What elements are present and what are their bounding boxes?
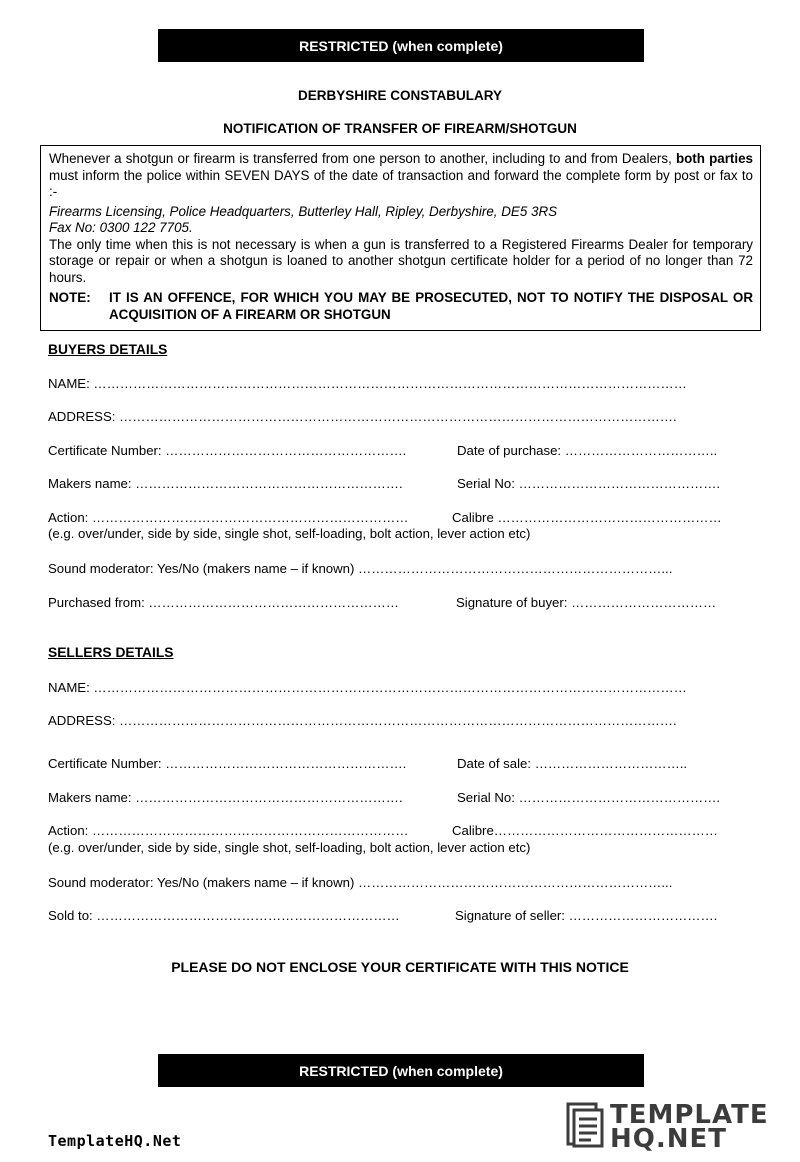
notice-box <box>40 145 761 331</box>
notice-intro-pre: Whenever a shotgun or firearm is transferred from one person to another, including to and from Dealers, <box>49 151 672 166</box>
buyer-purchased-row <box>48 595 753 610</box>
seller-signature-field[interactable]: Signature of seller: ……………………………. <box>455 908 718 923</box>
buyer-action-field[interactable]: Action: ……………………………………………………………… <box>48 510 409 525</box>
restricted-banner-top <box>158 29 644 62</box>
seller-action-hint: (e.g. over/under, side by side, single shot, self-loading, bolt action, lever action etc) <box>48 840 531 855</box>
buyer-makers-name-field[interactable]: Makers name: ……………………………………………………. <box>48 476 403 491</box>
seller-calibre-field[interactable]: Calibre…………………………………………… <box>452 823 718 838</box>
notice-exception: The only time when this is not necessary is when a gun is transferred to a Registered Firearms Dealer for temporary storage or repair or when a shotgun is loaned to another shotgun certificate holder for a period of no longer than 72 hours. <box>49 236 753 285</box>
restricted-banner-bottom-text: RESTRICTED (when complete) <box>299 1062 503 1079</box>
form-title: NOTIFICATION OF TRANSFER OF FIREARM/SHOTGUN <box>223 121 577 136</box>
templatehq-logo <box>566 1099 769 1154</box>
buyer-name-field[interactable]: NAME: ……………………………………………………………………………………………………………………… <box>48 376 687 391</box>
buyers-section-title: BUYERS DETAILS <box>48 342 168 357</box>
buyer-address-field[interactable]: ADDRESS: ………………………………………………………………………………………………………………. <box>48 409 677 424</box>
notice-intro <box>49 151 753 201</box>
buyer-action-row <box>48 510 753 525</box>
seller-name-field[interactable]: NAME: ……………………………………………………………………………………………………………………… <box>48 680 687 695</box>
seller-sold-row <box>48 908 753 923</box>
logo-wordmark <box>610 1099 769 1154</box>
note-text: IT IS AN OFFENCE, FOR WHICH YOU MAY BE PROSECUTED, NOT TO NOTIFY THE DISPOSAL OR ACQUISITION OF A FIREARM OR SHOTGUN <box>109 290 753 322</box>
buyer-cert-row <box>48 443 753 458</box>
seller-sound-moderator-field[interactable]: Sound moderator: Yes/No (makers name – if known) ……………………………………………………………... <box>48 875 673 890</box>
seller-makers-name-field[interactable]: Makers name: ……………………………………………………. <box>48 790 403 805</box>
brand-text: TemplateHQ.Net <box>48 1132 182 1150</box>
seller-serial-no-field[interactable]: Serial No: ………………………………………. <box>457 790 721 805</box>
buyer-makers-row <box>48 476 753 491</box>
restricted-banner-top-text: RESTRICTED (when complete) <box>299 37 503 54</box>
document-lines-icon <box>566 1102 604 1151</box>
notice-fax: Fax No: 0300 122 7705. <box>49 220 193 235</box>
sellers-section-title: SELLERS DETAILS <box>48 645 174 660</box>
footer-note: PLEASE DO NOT ENCLOSE YOUR CERTIFICATE WITH THIS NOTICE <box>171 959 629 975</box>
seller-action-field[interactable]: Action: ……………………………………………………………… <box>48 823 409 838</box>
buyer-action-hint: (e.g. over/under, side by side, single shot, self-loading, bolt action, lever action etc) <box>48 526 531 541</box>
seller-action-row <box>48 823 753 838</box>
note-label: NOTE: <box>49 290 91 305</box>
notice-address: Firearms Licensing, Police Headquarters, Butterley Hall, Ripley, Derbyshire, DE5 3RS <box>49 203 558 219</box>
seller-address-field[interactable]: ADDRESS: ………………………………………………………………………………………………………………. <box>48 713 677 728</box>
seller-date-of-sale-field[interactable]: Date of sale: …………………………….. <box>457 756 688 771</box>
buyer-date-of-purchase-field[interactable]: Date of purchase: …………………………….. <box>457 443 718 458</box>
buyer-purchased-from-field[interactable]: Purchased from: ………………………………………………… <box>48 595 399 610</box>
buyer-sound-moderator-field[interactable]: Sound moderator: Yes/No (makers name – if known) ……………………………………………………………... <box>48 561 673 576</box>
buyer-serial-no-field[interactable]: Serial No: ………………………………………. <box>457 476 721 491</box>
restricted-banner-bottom <box>158 1054 644 1087</box>
notice-intro-bold: both parties <box>675 151 753 166</box>
seller-cert-row <box>48 756 753 771</box>
notice-note <box>49 290 753 323</box>
notice-intro-post: must inform the police within SEVEN DAYS of the date of transaction and forward the complete form by post or fax to :- <box>49 167 753 199</box>
logo-line2: HQ.NET <box>610 1123 727 1154</box>
seller-makers-row <box>48 790 753 805</box>
buyer-calibre-field[interactable]: Calibre …………………………………………… <box>452 510 722 525</box>
logo-line1: TEMPLATE <box>610 1099 769 1130</box>
seller-certificate-field[interactable]: Certificate Number: ………………………………………………. <box>48 756 407 771</box>
buyer-signature-field[interactable]: Signature of buyer: …………………………… <box>456 595 717 610</box>
seller-sold-to-field[interactable]: Sold to: …………………………………………………………… <box>48 908 400 923</box>
buyer-certificate-field[interactable]: Certificate Number: ………………………………………………. <box>48 443 407 458</box>
org-title: DERBYSHIRE CONSTABULARY <box>297 88 502 103</box>
